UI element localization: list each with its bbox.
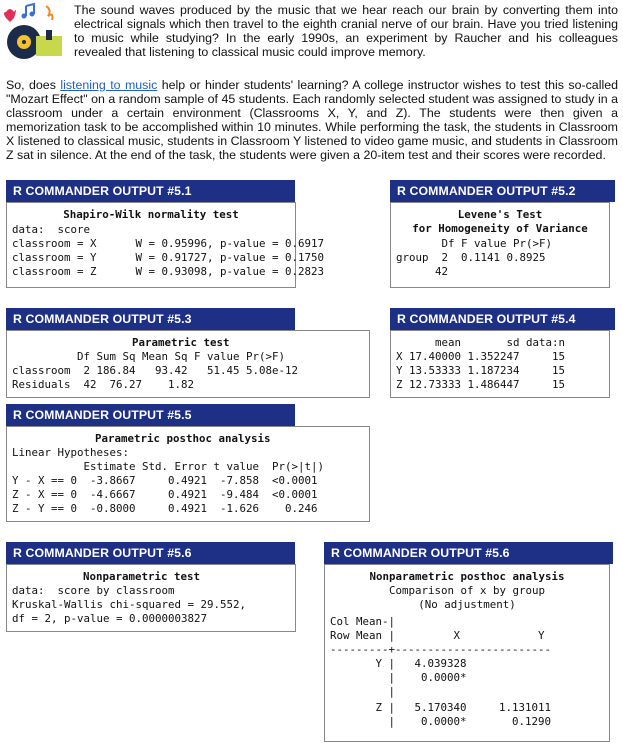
output-5-1-line: data: score [12,223,91,236]
output-5-4-line: Z 12.73333 1.486447 15 [396,378,566,391]
output-5-6-posthoc-line: | 0.0000* 0.1290 [330,715,552,728]
output-5-2-header: R COMMANDER OUTPUT #5.2 [390,180,615,202]
output-5-1-line: classroom = Z W = 0.93098, p-value = 0.2823 [12,265,325,278]
output-5-1-title: Shapiro-Wilk normality test [63,208,239,221]
output-5-6-header: R COMMANDER OUTPUT #5.6 [6,542,295,564]
output-5-5-box [6,426,370,522]
output-5-1-line: classroom = X W = 0.95996, p-value = 0.6917 [12,237,325,250]
problem-paragraph [6,78,618,162]
output-5-4-header: R COMMANDER OUTPUT #5.4 [390,308,615,330]
listening-to-music-link[interactable]: listening to music [60,78,158,92]
output-5-5-line: Linear Hypotheses: [12,446,130,459]
output-5-6-box [6,564,296,632]
output-5-2-line: 42 [396,265,449,278]
output-5-5-line: Z - Y == 0 -0.8000 0.4921 -1.626 0.246 [12,502,318,515]
output-5-3-box [6,330,370,398]
output-5-6-posthoc-line: Y | 4.039328 [330,657,467,670]
output-5-6-posthoc-subtitle: Comparison of x by group [388,584,545,597]
intro-text: The sound waves produced by the music that we hear reach our brain by converting them into electrical signals which then travel to the eighth cranial nerve of our brain. Have you tried listening to music while studying? In the early 1990s, an experiment by Raucher and his colleagues revealed that listening to classical music could improve memory. [74,3,618,59]
output-5-1-header: R COMMANDER OUTPUT #5.1 [6,180,295,202]
output-5-3-line: classroom 2 186.84 93.42 51.45 5.08e-12 [12,364,299,377]
music-note-icon [2,2,68,62]
output-5-3-title: Parametric test [132,336,230,349]
output-5-6-line: df = 2, p-value = 0.0000003827 [12,612,208,625]
output-5-4-line: Y 13.53333 1.187234 15 [396,364,566,377]
output-5-6-posthoc-adjustment: (No adjustment) [418,598,516,611]
output-5-6-posthoc-line: Z | 5.170340 1.131011 [330,701,552,714]
output-5-6-line: data: score by classroom [12,584,175,597]
output-5-2-line: group 2 0.1141 0.8925 [396,251,546,264]
output-5-4-line: X 17.40000 1.352247 15 [396,350,566,363]
para-start: So, does [6,78,61,92]
output-5-6-posthoc-line: Col Mean-| [330,615,396,628]
output-5-2-line: Df F value Pr(>F) [396,237,553,250]
output-5-6-posthoc-box [324,564,610,742]
output-5-5-line: Estimate Std. Error t value Pr(>|t|) [12,460,325,473]
output-5-3-line: Df Sum Sq Mean Sq F value Pr(>F) [12,350,286,363]
output-5-6-posthoc-title: Nonparametric posthoc analysis [369,570,565,583]
output-5-6-posthoc-line: | 0.0000* [330,671,467,684]
output-5-3-header: R COMMANDER OUTPUT #5.3 [6,308,295,330]
output-5-2-subtitle: for Homogeneity of Variance [412,222,588,235]
output-5-6-posthoc-line: ---------+------------------------ [330,643,552,656]
output-5-6-posthoc-line: Row Mean | X Y [330,629,545,642]
output-5-2-title: Levene's Test [457,208,543,221]
output-5-5-line: Y - X == 0 -3.8667 0.4921 -7.858 <0.0001 [12,474,318,487]
output-5-1-box [6,202,325,288]
output-5-5-title: Parametric posthoc analysis [95,432,271,445]
output-5-5-line: Z - X == 0 -4.6667 0.4921 -9.484 <0.0001 [12,488,318,501]
para-rest: help or hinder students' learning? A college instructor wishes to test this so-called "Mozart Effect" on a random sample of 45 students. Each randomly selected student was assigned to study in a classroom under a certain environment (Classrooms X, Y, and Z). The students were then given a memorization task to be accomplished within 10 minutes. While performing the task, the students in Classroom X listened to classical music, students in Classroom Y listened to video game music, and students in Classroom Z sat in silence. At the end of the task, the students were given a 20-item test and their scores were recorded. [6,78,618,162]
output-5-4-line: mean sd data:n [396,336,566,349]
output-5-6-line: Kruskal-Wallis chi-squared = 29.552, [12,598,247,611]
output-5-6-posthoc-header: R COMMANDER OUTPUT #5.6 [324,542,613,564]
output-5-2-box [390,202,610,288]
output-5-3-line: Residuals 42 76.27 1.82 [12,378,195,391]
output-5-4-box [390,330,610,398]
output-5-5-header: R COMMANDER OUTPUT #5.5 [6,404,295,426]
output-5-1-line: classroom = Y W = 0.91727, p-value = 0.1750 [12,251,325,264]
output-5-6-title: Nonparametric test [83,570,201,583]
output-5-6-posthoc-line: | [330,685,396,698]
